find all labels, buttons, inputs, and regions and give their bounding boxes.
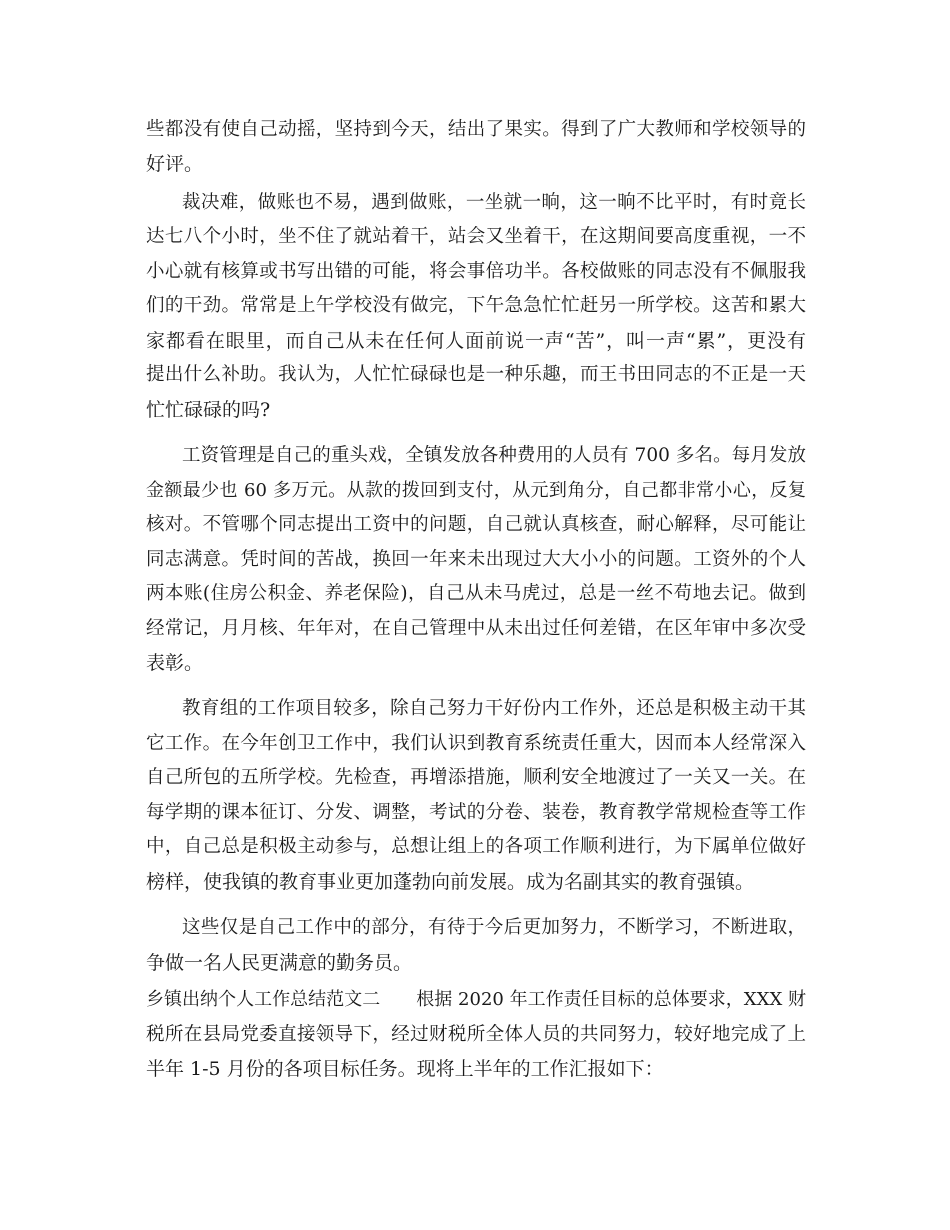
- text-line: 们的干劲。常常是上午学校没有做完，下午急急忙忙赶另一所学校。这苦和累大: [146, 295, 806, 316]
- text-line: 它工作。在今年创卫工作中，我们认识到教育系统责任重大，因而本人经常深入: [146, 733, 806, 754]
- text-line: 经常记，月月核、年年对，在自己管理中从未出过任何差错，在区年审中多次受: [146, 618, 806, 639]
- paragraph-first-line: 教育组的工作项目较多，除自己努力干好份内工作外，还总是积极主动干其: [182, 698, 806, 719]
- text-line: 每学期的课本征订、分发、调整，考试的分卷、装卷，教育教学常规检查等工作: [146, 802, 806, 823]
- section-heading-line: 乡镇出纳个人工作总结范文二 根据 2020 年工作责任目标的总体要求，XXX 财: [146, 989, 806, 1010]
- text-line: 榜样，使我镇的教育事业更加蓬勃向前发展。成为名副其实的教育强镇。: [146, 871, 755, 893]
- text-line: 提出什么补助。我认为，人忙忙碌碌也是一种乐趣，而王书田同志的不正是一天: [146, 364, 806, 385]
- text-line: 核对。不管哪个同志提出工资中的问题，自己就认真核查，耐心解释，尽可能让: [146, 514, 806, 535]
- paragraph-first-line: 工资管理是自己的重头戏，全镇发放各种费用的人员有 700 多名。每月发放: [182, 445, 806, 466]
- text-line: 中，自己总是积极主动参与，总想让组上的各项工作顺利进行，为下属单位做好: [146, 836, 806, 857]
- paragraph-first-line: 裁决难，做账也不易，遇到做账，一坐就一晌，这一晌不比平时，有时竟长: [182, 192, 806, 213]
- text-line: 税所在县局党委直接领导下，经过财税所全体人员的共同努力，较好地完成了上: [146, 1024, 806, 1045]
- text-line: 金额最少也 60 多万元。从款的拨回到支付，从元到角分，自己都非常小心，反复: [146, 480, 806, 501]
- text-line: 些都没有使自己动摇，坚持到今天，结出了果实。得到了广大教师和学校领导的: [146, 119, 806, 140]
- text-line: 家都看在眼里，而自己从未在任何人面前说一声“苦”，叫一声“累”，更没有: [146, 330, 806, 352]
- text-line: 好评。: [146, 153, 204, 175]
- text-line: 半年 1-5 月份的各项目标任务。现将上半年的工作汇报如下：: [146, 1058, 664, 1080]
- text-line: 忙忙碌碌的吗?: [146, 399, 271, 421]
- text-line: 达七八个小时，坐不住了就站着干，站会又坐着干，在这期间要高度重视，一不: [146, 226, 806, 247]
- text-line: 自己所包的五所学校。先检查，再增添措施，顺利安全地渡过了一关又一关。在: [146, 767, 806, 788]
- text-line: 同志满意。凭时间的苦战，换回一年来未出现过大大小小的问题。工资外的个人: [146, 549, 806, 570]
- text-line: 两本账(住房公积金、养老保险)，自己从未马虎过，总是一丝不苟地去记。做到: [146, 583, 806, 604]
- text-line: 争做一名人民更满意的勤务员。: [146, 952, 413, 974]
- text-line: 小心就有核算或书写出错的可能，将会事倍功半。各校做账的同志没有不佩服我: [146, 261, 806, 282]
- paragraph-first-line: 这些仅是自己工作中的部分，有待于今后更加努力，不断学习，不断进取，: [182, 917, 806, 938]
- text-line: 表彰。: [146, 652, 204, 674]
